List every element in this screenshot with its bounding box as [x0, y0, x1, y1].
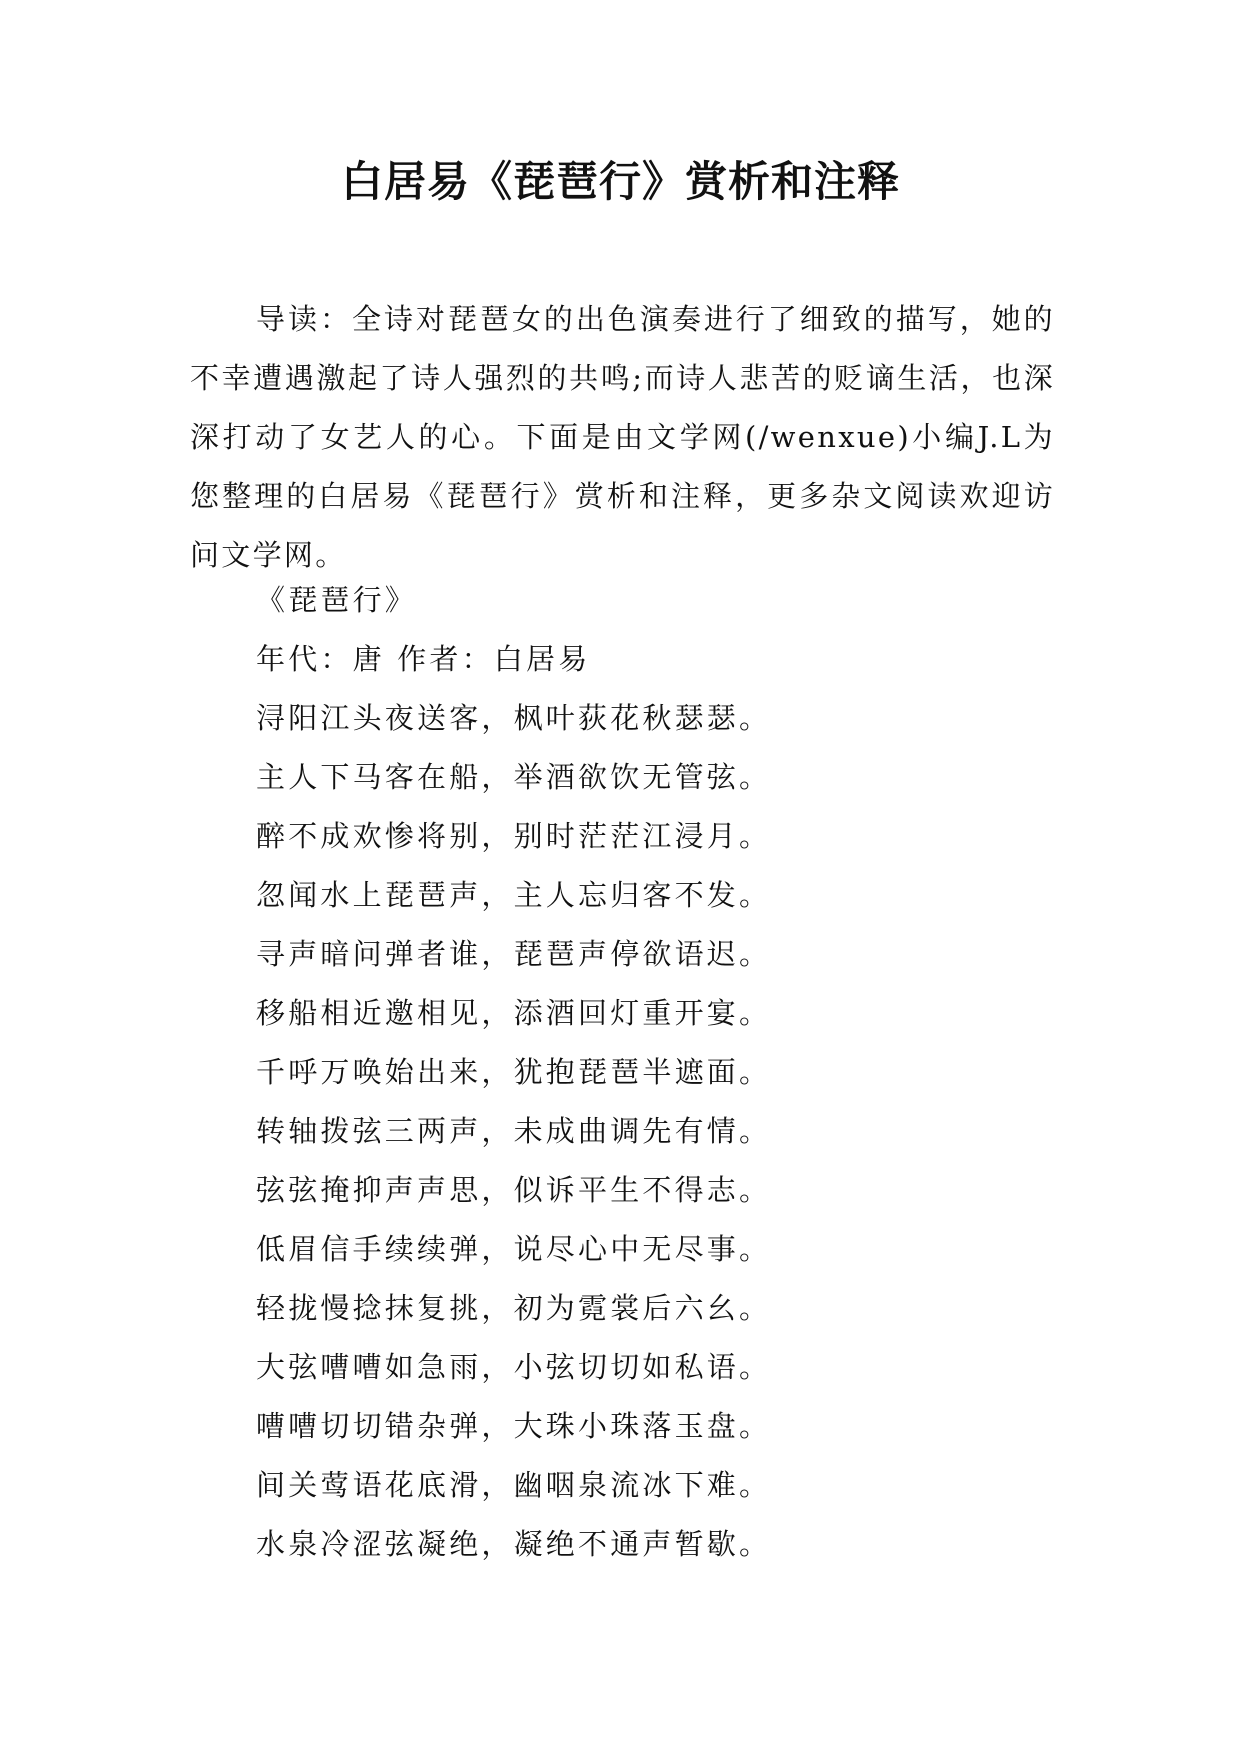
poem-title: 《琵琶行》 [256, 583, 418, 617]
verse-line: 间关莺语花底滑，幽咽泉流冰下难。 [256, 1468, 772, 1502]
verse-line: 醉不成欢惨将别，别时茫茫江浸月。 [256, 819, 772, 853]
poem-meta: 年代：唐 作者：白居易 [256, 642, 591, 676]
verse-line: 移船相近邀相见，添酒回灯重开宴。 [256, 996, 772, 1030]
document-title: 白居易《琵琶行》赏析和注释 [340, 157, 900, 206]
verse-line: 弦弦掩抑声声思，似诉平生不得志。 [256, 1173, 772, 1207]
verse-line: 转轴拨弦三两声，未成曲调先有情。 [256, 1114, 772, 1148]
verse-line: 水泉冷涩弦凝绝，凝绝不通声暂歇。 [256, 1527, 772, 1561]
verse-line: 低眉信手续续弹，说尽心中无尽事。 [256, 1232, 772, 1266]
verse-line: 轻拢慢捻抹复挑，初为霓裳后六幺。 [256, 1291, 772, 1325]
verse-line: 忽闻水上琵琶声，主人忘归客不发。 [256, 878, 772, 912]
verse-line: 浔阳江头夜送客，枫叶荻花秋瑟瑟。 [256, 701, 772, 735]
poem-verses [256, 689, 771, 1574]
verse-line: 寻声暗问弹者谁，琵琶声停欲语迟。 [256, 937, 772, 971]
verse-line: 主人下马客在船，举酒欲饮无管弦。 [256, 760, 772, 794]
verse-line: 大弦嘈嘈如急雨，小弦切切如私语。 [256, 1350, 772, 1384]
verse-line: 嘈嘈切切错杂弹，大珠小珠落玉盘。 [256, 1409, 772, 1443]
intro-paragraph: 导读：全诗对琵琶女的出色演奏进行了细致的描写，她的不幸遭遇激起了诗人强烈的共鸣;而诗人悲苦的贬谪生活，也深深打动了女艺人的心。下面是由文学网(/wenxue)小编J.L为您整理的白居易《琵琶行》赏析和注释，更多杂文阅读欢迎访问文学网。 [190, 302, 1055, 572]
verse-line: 千呼万唤始出来，犹抱琵琶半遮面。 [256, 1055, 772, 1089]
